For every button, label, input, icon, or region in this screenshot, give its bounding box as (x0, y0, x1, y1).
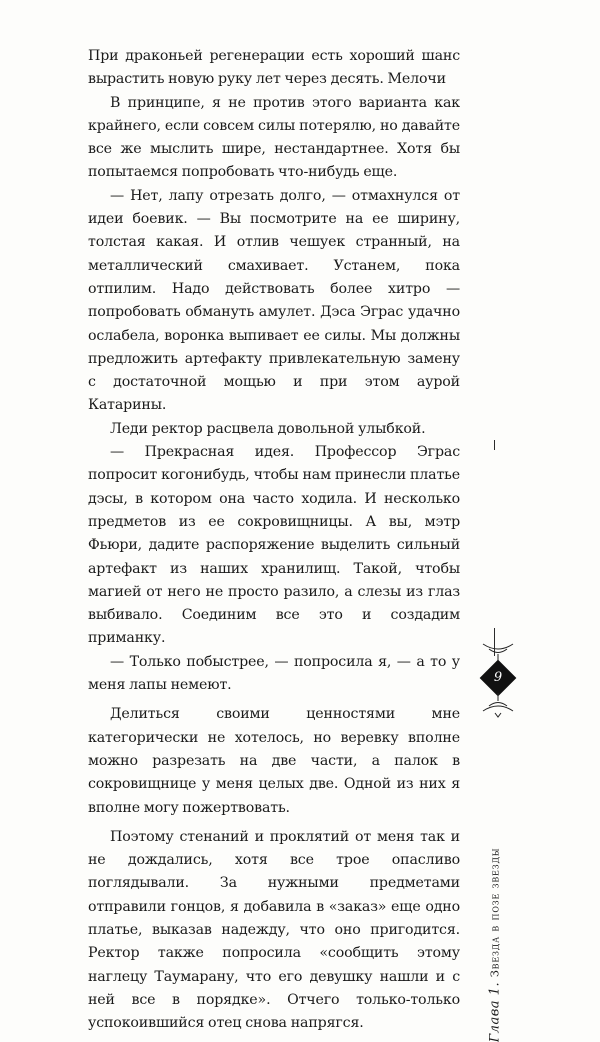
paragraph: В принципе, я не против этого варианта как крайнего, если совсем силы потерялю, но давайте все же мыслить шире, нестандартнее. Хотя бы попытаемся попробовать что-нибудь еще. (88, 94, 460, 181)
paragraph: Леди ректор расцвела довольной улыбкой. (110, 420, 426, 437)
chapter-title: Глава 1. Звезда в позе звезды (487, 847, 503, 1042)
page-number: 9 (493, 670, 503, 685)
paragraph: Делиться своими ценностями мне категорически не хотелось, но веревку вполне можно разрезать на две части, а палок в сокровищнице у меня целых две. Одной из них я вполне могу пожертвовать. (88, 706, 460, 816)
ornament-bottom-icon (481, 693, 515, 719)
paragraph: — Прекрасная идея. Профессор Эграс попросит когонибудь, чтобы нам принесли платье дэсы, в котором она часто ходила. И несколько предметов из ее сокровищницы. А вы, мэтр Фьюри, дадите распоряжение выделить сильный артефакт из наших хранилищ. Такой, чтобы магией от него не просто разило, а слезы из глаз выбивало. Соединим все это и создадим приманку. (88, 444, 460, 647)
page-body (88, 45, 460, 1035)
paragraph: При драконьей регенерации есть хороший шанс вырастить новую руку лет через десять. Мелочи (88, 48, 460, 88)
divider (494, 440, 495, 450)
chapter-number: 1 (487, 986, 503, 996)
paragraph: — Нет, лапу отрезать долго, — отмахнулся от идеи боевик. — Вы посмотрите на ее ширину, толстая какая. И отлив чешуек странный, на металлический смахивает. Устанем, пока отпилим. Надо действовать более хитро — попробовать обмануть амулет. Дэса Эграс удачно ослабела, воронка выпивает ее силы. Мы должны предложить артефакту привлекательную замену с достаточной мощью и при этом аурой Катарины. (88, 187, 460, 414)
chapter-name: Звезда в позе звезды (487, 847, 502, 978)
chapter-label: Глава (487, 999, 503, 1042)
page-number-badge (480, 660, 517, 697)
paragraph: — Только побыстрее, — попросила я, — а то у меня лапы немеют. (88, 653, 460, 694)
paragraph: Поэтому стенаний и проклятий от меня так и не дождались, хотя все трое опасливо поглядывали. За нужными предметами отправили гонцов, я добавила в «заказ» еще одно платье, выказав надежду, что оно пригодится. Ректор также попросила «сообщить этому наглецу Таумарану, что его девушку нашли и с ней все в порядке». Отчего только-только успокоившийся отец снова напрягся. (88, 828, 460, 1032)
